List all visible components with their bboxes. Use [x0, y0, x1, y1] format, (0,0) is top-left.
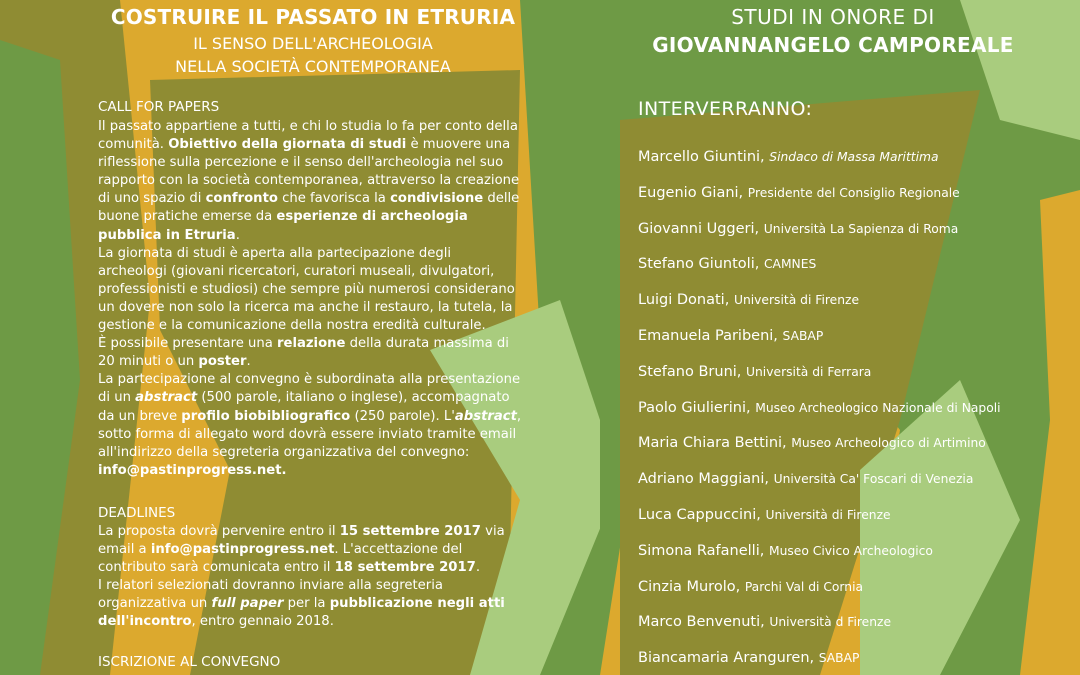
speaker-item [638, 253, 816, 272]
speaker-name: Simona Rafanelli, [638, 542, 769, 559]
deadline-text-emphasis: full paper [211, 596, 284, 612]
speaker-item [638, 576, 863, 595]
speaker-item [638, 361, 871, 380]
deadline-text-segment: La proposta dovrà pervenire entro il [98, 524, 340, 539]
speaker-affiliation: Museo Civico Archeologico [768, 543, 933, 558]
speaker-name: Stefano Bruni, [638, 363, 747, 380]
call-text-segment: La giornata di studi è aperta alla partecipazione degli archeologi (giovani ricercatori, curatori museali, divulgatori, professionisti e studiosi) che sempre più numerosi considerano un dovere non solo la ricerca ma anche il restauro, la tutela, la gestione e la comunicazione della nostra eredità culturale. [98, 245, 515, 334]
speaker-item [638, 218, 958, 237]
call-text-emphasis: condivisione [390, 191, 484, 207]
deadline-text-emphasis: info@pastinprogress.net [150, 542, 335, 558]
speaker-name: Maria Chiara Bettini, [638, 435, 792, 452]
speaker-item [638, 611, 891, 630]
call-text-emphasis: profilo biobibliografico [181, 408, 351, 424]
speaker-item [638, 647, 859, 666]
speaker-affiliation: Museo Archeologico di Artimino [791, 436, 986, 451]
speaker-affiliation: SABAP [818, 651, 860, 666]
call-text-segment: è muovere una riflessione sulla percezione e il senso dell'archeologia nel suo rapporto con la società contemporanea, attraverso la creazione di uno spazio di [98, 137, 520, 207]
speaker-name: Marco Benvenuti, [638, 614, 770, 631]
call-text-emphasis: poster [198, 354, 247, 370]
call-text-segment: , sotto forma di allegato word dovrà essere inviato tramite email all'indirizzo della segreteria organizzativa del convegno: [98, 408, 522, 460]
registration-heading: ISCRIZIONE AL CONVEGNO [98, 654, 281, 670]
speaker-affiliation: Università d Firenze [769, 615, 892, 630]
speaker-affiliation: Sindaco di Massa Marittima [769, 150, 939, 164]
speaker-affiliation: SABAP [782, 329, 824, 343]
call-text-segment: . [246, 354, 251, 370]
speaker-name: Emanuela Paribeni, [638, 328, 783, 344]
speaker-affiliation: Parchi Val di Cornia [744, 579, 864, 594]
speaker-item [638, 182, 960, 201]
speaker-item [638, 146, 939, 165]
speaker-item [638, 432, 986, 451]
speaker-affiliation: Università di Firenze [733, 293, 860, 308]
speaker-affiliation: Museo Archeologico Nazionale di Napoli [755, 400, 1001, 415]
call-text-emphasis: abstract [454, 408, 517, 424]
event-title: COSTRUIRE IL PASSATO IN ETRURIA [110, 5, 516, 29]
speaker-affiliation: Università di Firenze [765, 508, 891, 522]
speaker-name: Paolo Giulierini, [638, 399, 756, 416]
speaker-affiliation: Università di Ferrara [746, 364, 872, 379]
call-text-segment: Il passato appartiene a tutti, e chi lo studia lo fa per conto della comunità. [98, 119, 518, 153]
deadline-text-segment: , entro gennaio 2018. [191, 614, 334, 630]
deadline-text-segment: per la [283, 596, 330, 612]
honor-heading: STUDI IN ONORE DI [731, 5, 935, 29]
deadlines-text [98, 523, 522, 632]
speaker-item [638, 504, 891, 523]
speakers-heading: INTERVERRANNO: [638, 98, 813, 120]
call-text-segment: (500 parole, italiano o inglese), accompagnato da un breve [98, 390, 510, 424]
deadline-text-emphasis: 15 settembre 2017 [339, 524, 481, 539]
call-for-papers-text [98, 118, 522, 480]
call-text-segment: delle buone pratiche emerse da [98, 191, 520, 225]
call-text-segment: che favorisca la [277, 191, 391, 207]
speaker-name: Marcello Giuntini, [638, 149, 770, 165]
speaker-affiliation: Presidente del Consiglio Regionale [747, 185, 960, 200]
call-text-segment: (250 parole). L' [350, 408, 455, 424]
speaker-name: Eugenio Giani, [638, 184, 748, 201]
speaker-affiliation: Università La Sapienza di Roma [763, 221, 959, 236]
speaker-item [638, 540, 933, 559]
event-subtitle-line2: NELLA SOCIETÀ CONTEMPORANEA [175, 57, 451, 76]
call-text-emphasis: confronto [205, 191, 278, 207]
speaker-name: Luigi Donati, [638, 292, 734, 309]
call-text-segment: È possibile presentare una [98, 336, 278, 352]
event-subtitle-line1: IL SENSO DELL'ARCHEOLOGIA [193, 34, 433, 53]
deadline-text-segment: . L'accettazione del contributo sarà comunicata entro il [98, 542, 463, 576]
speaker-affiliation: CAMNES [763, 257, 817, 272]
speakers-column [638, 0, 1068, 675]
deadline-text-segment: I relatori selezionati dovranno inviare alla segreteria organizzativa un [98, 578, 443, 612]
speaker-item [638, 468, 973, 487]
deadline-text-segment: . [475, 560, 481, 576]
call-for-papers-column [98, 0, 522, 675]
speaker-name: Biancamaria Aranguren, [638, 650, 819, 667]
speaker-name: Giovanni Uggeri, [638, 220, 764, 237]
call-text-emphasis: info@pastinprogress.net. [98, 462, 287, 478]
speaker-item [638, 325, 823, 344]
deadline-text-emphasis: pubblicazione negli atti dell'incontro [98, 596, 505, 630]
call-text-emphasis: esperienze di archeologia pubblica in Etruria [98, 209, 468, 243]
speaker-name: Luca Cappuccini, [638, 507, 766, 523]
deadline-text-emphasis: 18 settembre 2017 [334, 560, 476, 576]
deadlines-heading: DEADLINES [98, 505, 176, 521]
call-text-segment: . [235, 227, 240, 243]
call-text-emphasis: abstract [135, 390, 198, 406]
call-text-emphasis: relazione [277, 336, 346, 352]
speaker-affiliation: Università Ca' Foscari di Venezia [773, 472, 974, 487]
speaker-name: Stefano Giuntoli, [638, 256, 764, 273]
deadline-text-segment: via email a [98, 524, 505, 558]
speaker-name: Cinzia Murolo, [638, 578, 745, 595]
call-for-papers-heading: CALL FOR PAPERS [98, 99, 220, 115]
speaker-item [638, 289, 859, 308]
call-text-emphasis: Obiettivo della giornata di studi [168, 137, 407, 153]
honoree-name: GIOVANNANGELO CAMPOREALE [652, 33, 1014, 57]
speaker-name: Adriano Maggiani, [638, 471, 774, 488]
call-text-segment: della durata massima di 20 minuti o un [98, 336, 509, 370]
speaker-item [638, 397, 1001, 416]
call-text-segment: La partecipazione al convegno è subordinata alla presentazione di un [98, 372, 521, 406]
